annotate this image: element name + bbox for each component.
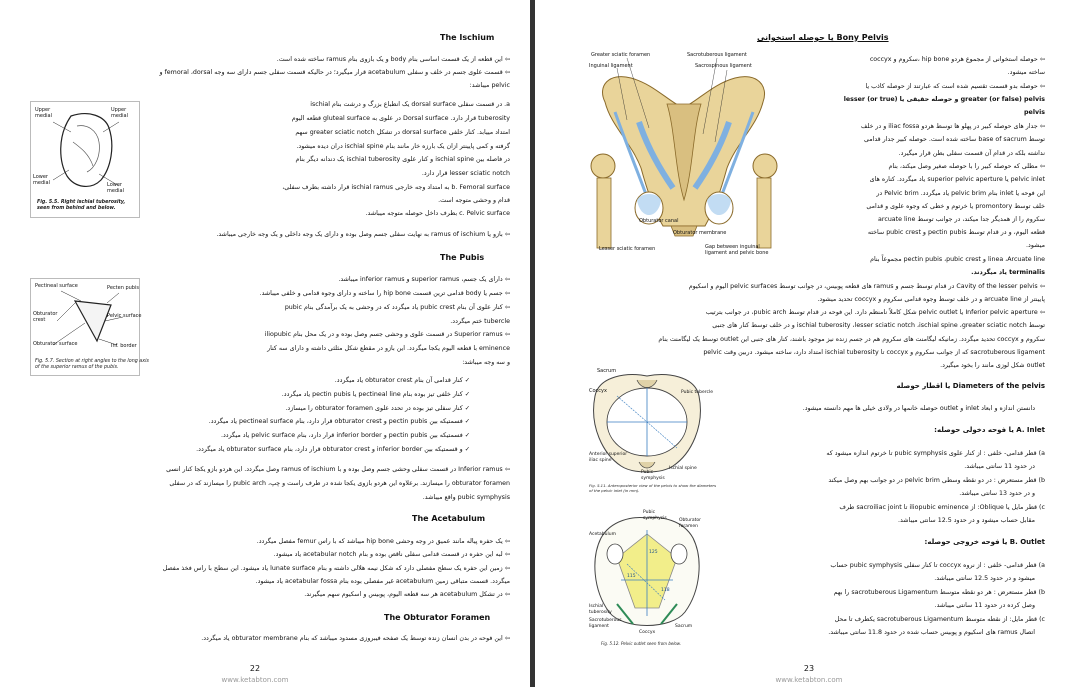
ischium-line-12: c. Pelvic surface بطرف داخل حوصله متوجه میباشد. [365,210,510,217]
pubis-line-10: ✓ کنار سفلی تیز بوده در تحدد علوی obturator foramen را میسازد. [285,405,470,412]
label-inlet-asis: Anterior superior iliac spine [589,452,628,463]
ischium-line-4: a. در قسمت سفلی dorsal surface یک انطباع بزرگ و درشت بنام ischial [310,101,510,108]
label-inlet-pubic-tubercle: Pubic tubercle [681,390,713,395]
ischium-line-5: tuberosity قرار دارد. Dorsal surface در علوی به gluteal surface قطعه الیوم [291,115,510,122]
obturator-line-1: ⇦ این فوحه در بدن انسان زنده توسط یک صفحه فیبروزی مسدود میباشد که بنام obturator membrane یاد میگردد. [201,635,510,642]
label-obturator-crest: Obturator crest [33,311,58,323]
pubis-line-13: ✓ و قسمتیکه بین inferior border و obturator crest قرار دارد، بنام obturator surface یاد میگردد. [196,446,470,453]
label-inguinal-ligament: Inguinal ligament [589,63,633,69]
intro-line-4: greater (or false) pelvis و حوصله حقیقی یا lesser (or true) [843,96,1045,103]
pubis-line-3: ⇦ کنار علوی آن بنام pubic crest یاد میگردد که در وحشی به یک برآمدگی بنام pubic [284,304,510,311]
fig-pelvis-ligaments [587,50,782,260]
label-sacrospinous-ligament: Sacrospinous ligament [695,63,752,69]
label-sacrotuberous-ligament: Sacrotuberous ligament [687,52,747,58]
fig-5-11-caption: Fig. 5.11. Anteroposterior view of the pelvis to show the diameters of the pelvic inlet (in mm). [589,483,717,493]
label-obturator-surface: Obturator surface [33,341,78,347]
label-gap-inguinal: Gap between inguinal ligament and pelvic bone [705,244,769,256]
intro-line-24: outlet شکل لوزی مانند را بخود میگیرد. [940,362,1045,369]
intro-line-23: sacrotuberous ligament که از جوانب سکروم و coccyx تا ischial tuberosity امتداد دارد، ساخته میشود. دربین وقت pelvic [703,349,1045,356]
pubis-line-6: eminence با قطعه الیوم یکجا میگردد. این بازو در مقطع شکل مثلثی داشته و دارای سه کنار [267,345,510,352]
inlet-line-6: مقابل حساب میشود و در حدود 12.5 سانتی میباشد. [897,517,1035,524]
pubis-line-12: ✓ فسمتیکه بین pectin pubis و inferior border قرار دارد، بنام pelvic surface یاد میگردد. [220,432,470,439]
label-outlet-115: 115 [627,574,636,579]
page-number-left: 22 [249,664,261,673]
pubis-line-16: pubic symphysis واقع میباشد. [422,494,510,501]
intro-line-10: pelvic inlet یا superior pelvic aperture یاد میگردد. کناره های [869,176,1045,183]
acetabulum-line-3: ⇦ زمین این حفره یک سطح مفصلی دارد که شکل نیمه هلالی داشته و بنام lunate surface یاد میشود. این سطح با راس فخذ مفصل [162,565,510,572]
page-number-right: 23 [803,664,815,673]
label-outlet-pubic-symphysis: Pubic symphysis [643,510,667,521]
pubis-line-9: ✓ کنار خلفی تیز بوده بنام pectineal line یا pectin pubis یاد میگردد. [281,391,470,398]
label-inf-border: Inf. border [111,343,137,349]
fig-pelvic-inlet [587,366,717,499]
ischium-line-13: ⇦ بازو یا ramus of ischium به نهایت سفلی جسم وصل بوده و دارای یک وجه داخلی و یک وجه خارجی میباشد. [216,231,510,238]
outlet-line-5: c) قطر مایل: از نقطه متوسط sacrotuberous Ligamentum یکطرف تا محل [834,616,1045,623]
label-inlet-coccyx: Coccyx [589,388,607,394]
pubis-line-15: obturator foramen را میسازند. برعلاوه این هردو بازوی یکجا شده در طرف راست و چپ، pubic arch را میسازند که در سفلی [169,480,510,487]
intro-line-16: linea ،Arcuate line و pectin pubis ،pubic crest مجموعاً بنام [870,256,1045,263]
acetabulum-line-2: ⇦ لبه این حفره در قسمت قدامی سفلی ناقص بوده و بنام acetabular notch یاد میشود. [273,551,510,558]
label-inlet-sacrum: Sacrum [597,368,617,374]
label-outlet-acetabulum: Acetabulum [589,532,616,537]
inlet-line-2: در حدود 11 سانتی میباشد. [964,463,1035,470]
label-obturator-canal: Obturator canal [639,218,679,224]
pubis-line-4: tubercle ختم میگردد. [450,318,510,325]
ischium-line-3: pelvic میباشد: [469,82,510,89]
acetabulum-line-5: ⇦ در تشکل acetabulum هر سه قطعه الیوم، پوبیس و اسکیوم سهم میگیرند. [304,591,510,598]
intro-line-1: ⇦ حوصله استخوانی از مجموع هردو hip bone ،سکروم و coccyx [869,56,1045,63]
ischium-line-9: lesser sciatic notch قرار دارد. [421,170,510,177]
pubis-line-1: ⇦ دارای یک جسم، superior ramus و inferior ramus میباشد. [338,276,510,283]
inlet-line-3: b) قطر مستعرض : در دو نقطه وسطی pelvic brim در دو جوانب بهم وصل میکند [828,477,1045,484]
fig-superior-ramus-section [30,278,149,376]
watermark-left: www.ketabton.com [221,676,289,684]
intro-line-11: این فوحه یا inlet بنام pelvic brim یاد میگردد. Pelvic brim در [876,190,1045,197]
ischium-line-1: ⇦ این قطعه از یک قسمت اساسی بنام body و یک بازوی بنام ramus ساخته شده است. [276,56,510,63]
label-outlet-sacrotuberous-ligament: Sacrotuberous ligament [589,618,622,629]
outlet-line-2: میشود و در حدود 12.5 سانتی میباشد. [934,575,1035,582]
pubis-line-2: ⇦ جسم یا body قدامی ترین قسمت hip bone را ساخته و دارای وجوه قدامی و خلفی میباشد. [259,290,510,297]
obturator-title: The Obturator Foramen [384,613,491,622]
right-page [535,0,1065,687]
acetabulum-line-4: میگردد. قسمت متباقی زمین acetabulum غیر مفصلی بوده بنام acetabular fossa یاد میشود. [255,578,510,585]
label-inlet-ischial-spine: Ischial spine [669,466,697,471]
intro-line-6: ⇦ جدار های حوصله کبیر در پهلو ها توسط هردو iliac fossa و در خلف [860,123,1045,130]
ischium-line-10: b. Femoral surface به امتداد وجه خارجی ischial ramus قرار داشته بطرف سفلی، [282,184,510,191]
fig-5-12-caption: Fig. 5.12. Pelvic outlet seen from below. [601,641,682,646]
inlet-line-4: و در حدود 13 سانتی میباشد. [959,490,1035,497]
acetabulum-line-1: ⇦ یک حفره پیاله مانند عمیق در وجه وحشی hip bone میباشد که با راس femur مفصل میگردد. [256,538,510,545]
outlet-title: B. Outlet یا فوحه خروجی حوصله: [924,538,1045,546]
ischium-line-2: ⇦ قسمت علوی جسم در خلف و سفلی acetabulum قرار میگیرد؛ در حالیکه قسمت سفلی جسم دارای سه وجه femoral ،dorsal و [159,69,510,76]
intro-line-15: میشود. [1026,242,1045,249]
intro-line-12: خلف توسط promontory یا خرتوم و خطی که وجوه علوی و قدامی [866,203,1045,210]
intro-line-14: قطعه الیوم، و در قدام توسط pectin pubis و pubic crest ساخته [867,229,1045,236]
pelvic-inlet-drawing [587,366,707,482]
intro-line-19: پایینتر از arcuate line و در خلف توسط وجوه قدامی سکروم و coccyx تحدید میشود. [817,296,1045,303]
bony-pelvis-title: Bony Pelvis یا حوصله استخوانی [757,33,889,42]
diameters-title: Diameters of the pelvis یا اقطار حوصله [896,382,1045,390]
label-pecten-pubis: Pecten pubis [107,285,139,291]
fig-5-5-caption: Fig. 5.5. Right ischial tuberosity, seen from behind and below. [37,200,126,211]
label-pelvic-surface: Pelvic surface [107,313,142,319]
label-obturator-membrane: Obturator membrane [673,230,727,236]
outlet-line-6: اتصال ramus های اسکیوم و پوبیس حساب شده در حدود 11.8 سانتی میباشد. [828,629,1035,636]
label-upper-medial-right: Upper medial [111,107,128,119]
label-lower-medial-right: Lower medial [107,182,124,194]
ischium-line-11: قدام و وحشی متوجه است. [438,197,510,204]
outlet-line-4: وصل کرده در حدود 11 سانتی میباشد. [934,602,1035,609]
label-outlet-125: 125 [649,550,658,555]
intro-line-21: توسط ischial tuberosity ،lesser sciatic notch ،ischial spine ،greater sciatic notch و در خلف توسط کنار های جنبی [712,322,1045,329]
label-greater-sciatic-foramen: Greater sciatic foramen [591,52,651,58]
outlet-line-3: b) قطر مستعرض : هر دو نقطه متوسط sacrotuberous Ligamentum را بهم [833,589,1045,596]
left-page [0,0,530,687]
label-pectineal-surface: Pectineal surface [35,283,78,289]
intro-line-18: ⇦ Cavity of the lesser pelvis در قدام توسط جسم و ramus های قطعه پوبیس، در جوانب توسط pelvic surfaces الیوم و اسکیوم [688,283,1045,290]
inlet-line-1: a) قطر قدامی- خلفی : از کنار علوی pubic symphysis تا خرتوم اندازه میشود که [826,450,1045,457]
intro-line-22: سکروم و coccyx تحدید میگردد. زمانیکه لیگامنت های سکروم هم در جسم زنده نیز موجود باشند، کنار های جنبی این outlet توسط یک لیگامنت بنام [658,336,1045,343]
pubis-line-14: ⇦ Inferior ramus در قسمت سفلی وحشی جسم وصل بوده و با ramus of ischium وصل میگردد. این هردو بازو یکجا کنار انسی [166,466,510,473]
intro-line-7: توسط base of sacrum ساخته شده است. حوصله کبیر جدار قدامی [863,136,1045,143]
outlet-line-1: a) قطر قدامی- خلفی : از نروه coccyx تا کنار سفلی pubic symphysis حساب [830,562,1045,569]
pubis-line-8: ✓ کنار قدامی آن بنام obturator crest یاد میگردد. [334,377,470,384]
label-inlet-pubic-symphysis: Pubic symphysis [641,470,665,481]
intro-line-5: pelvis [1024,109,1045,116]
label-outlet-ischial-tuberosity: Ischial tuberosity [589,604,612,615]
label-outlet-obturator-foramen: Obturator foramen [679,518,701,529]
label-upper-medial-left: Upper medial [35,107,52,119]
fig-ischial-tuberosity [30,101,140,218]
pubis-line-5: ⇦ Superior ramus در قسمت علوی و وحشی جسم وصل بوده و در یک محل بنام iliopubic [264,331,510,338]
intro-line-13: سکروم را از همدیگر جدا میکند، در جوانب توسط arcuate line [878,216,1045,223]
intro-line-2: ساخته میشود. [1007,69,1045,76]
fig-pelvic-outlet [587,508,707,650]
label-outlet-sacrum: Sacrum [675,624,693,629]
intro-line-17: terminalis یاد میگردند. [971,269,1045,276]
intro-line-9: ⇦ مطلی که حوصله کبیر را با حوصله صغیر وصل میکند، بنام [888,163,1045,170]
fig-5-7-caption: Fig. 5.7. Section at right angles to the long axis of the superior ramus of the pubis. [35,359,149,370]
label-outlet-coccyx: Coccyx [639,630,656,635]
pubis-line-11: ✓ فسمتیکه بین pectin pubis و obturator crest قرار دارد، بنام pectineal surface یاد میگردد. [208,418,470,425]
ischium-title: The Ischium [440,33,495,42]
intro-line-8: نداشته بلکه در قدام آن قسمت سفلی بطن قرار میگیرد. [898,150,1045,157]
label-lower-medial-left: Lower medial [33,174,50,186]
ischium-line-7: گرفته و کمی پایینتر ازان یک بارزه خار مانند بنام ischial spine دران دیده میشود. [296,143,510,150]
intro-line-3: ⇦ حوصله بدو قسمت تقسیم شده است که عبارتند از حوصله کاذب یا [865,83,1045,90]
inlet-line-5: c) قطر مایل یا Oblique: از iliopubic eminence تا sacroiliac joint طرف [839,504,1045,511]
pubis-line-7: و سه وجه میباشد: [462,359,510,366]
ischium-line-6: امتداد مییابد. کنار خلفی dorsal surface در تشکل greater sciatic notch سهم [295,129,510,136]
acetabulum-title: The Acetabulum [412,514,486,523]
diameters-intro: دانستن اندازه و ابعاد inlet و outlet حوصله خانمها در ولادی خیلی ها مهم دانسته میشود. [802,405,1035,412]
inlet-title: A. Inlet یا فوحه دخولی حوصله: [934,426,1045,434]
watermark-right: www.ketabton.com [775,676,843,684]
label-outlet-118: 118 [661,588,670,593]
pelvis-ligament-drawing [587,50,782,260]
ischium-line-8: در فاصله بین ischial spine و کنار علوی ischial tuberosity یک دندانه دیگر بنام [295,156,510,163]
label-lesser-sciatic-foramen: Lesser sciatic foramen [599,246,656,252]
pubis-title: The Pubis [440,253,485,262]
intro-line-20: ⇦ Inferior pelvic aperture یا pelvic outlet شکل کاملاً نامنظم دارد. این فوحه در قدام توسط pubic arch، در جوانب بترتیب [705,309,1045,316]
